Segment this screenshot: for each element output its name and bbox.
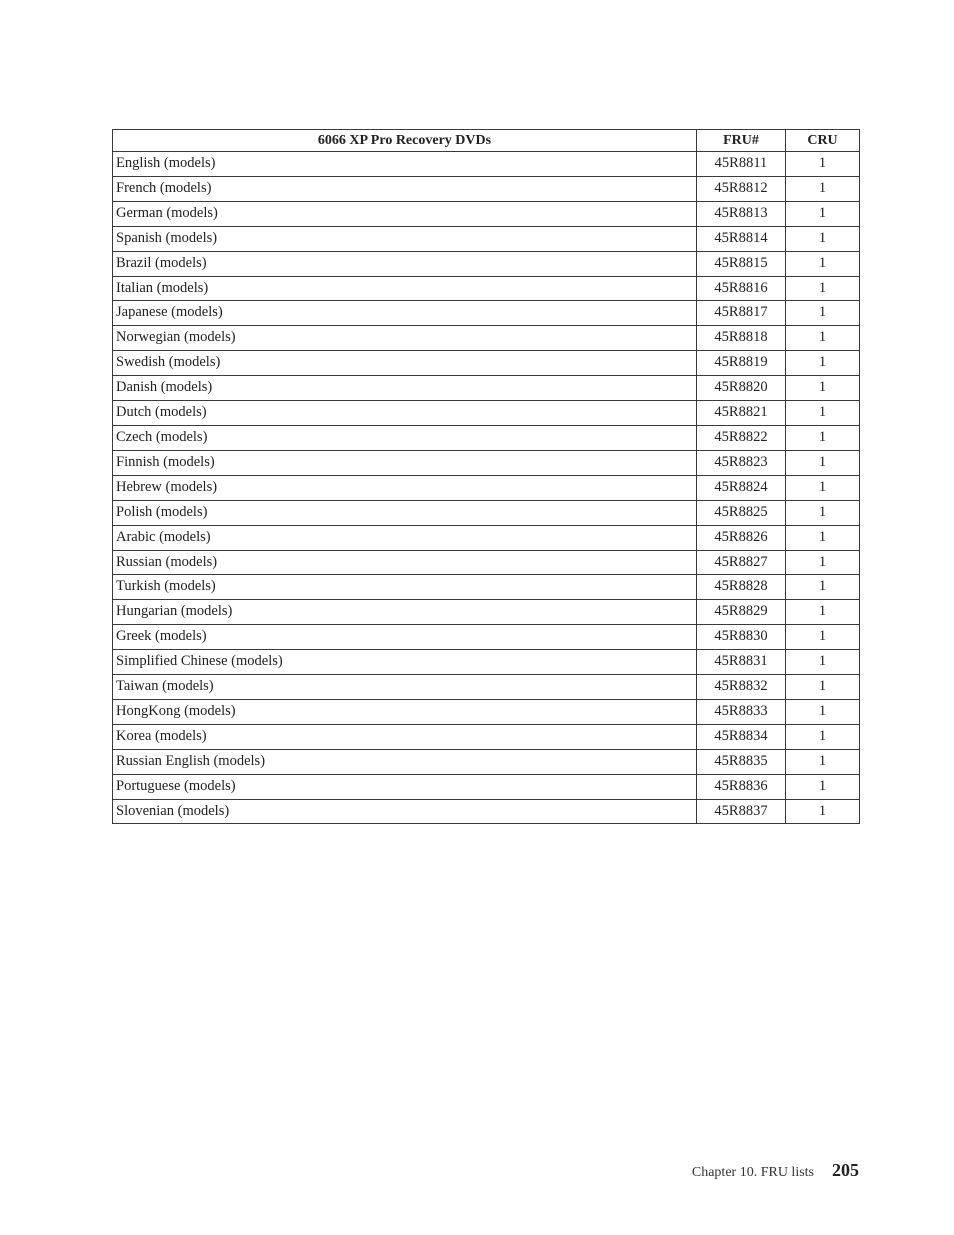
cell-description: Arabic (models) (113, 525, 697, 550)
cell-cru: 1 (786, 575, 860, 600)
cell-cru: 1 (786, 500, 860, 525)
cell-description: Taiwan (models) (113, 675, 697, 700)
cell-cru: 1 (786, 550, 860, 575)
cell-fru: 45R8831 (697, 650, 786, 675)
cell-cru: 1 (786, 226, 860, 251)
cell-fru: 45R8822 (697, 425, 786, 450)
table-row (113, 525, 860, 550)
cell-fru: 45R8825 (697, 500, 786, 525)
cell-description: Simplified Chinese (models) (113, 650, 697, 675)
table-row (113, 176, 860, 201)
cell-fru: 45R8817 (697, 301, 786, 326)
cell-fru: 45R8816 (697, 276, 786, 301)
cell-fru: 45R8815 (697, 251, 786, 276)
cell-fru: 45R8811 (697, 152, 786, 177)
table-row (113, 351, 860, 376)
cell-cru: 1 (786, 251, 860, 276)
cell-description: Spanish (models) (113, 226, 697, 251)
cell-cru: 1 (786, 724, 860, 749)
cell-description: French (models) (113, 176, 697, 201)
table-row (113, 226, 860, 251)
cell-cru: 1 (786, 450, 860, 475)
cell-description: Dutch (models) (113, 401, 697, 426)
cell-cru: 1 (786, 176, 860, 201)
cell-description: Hungarian (models) (113, 600, 697, 625)
cell-description: Portuguese (models) (113, 774, 697, 799)
table-row (113, 625, 860, 650)
cell-description: German (models) (113, 201, 697, 226)
table-row (113, 276, 860, 301)
cell-fru: 45R8813 (697, 201, 786, 226)
cell-fru: 45R8832 (697, 675, 786, 700)
cell-description: Norwegian (models) (113, 326, 697, 351)
cell-description: English (models) (113, 152, 697, 177)
table-row (113, 675, 860, 700)
cell-fru: 45R8837 (697, 799, 786, 824)
table-row (113, 201, 860, 226)
cell-description: Japanese (models) (113, 301, 697, 326)
cell-fru: 45R8812 (697, 176, 786, 201)
page-number: 205 (832, 1160, 859, 1180)
header-row (113, 130, 860, 152)
cell-description: Slovenian (models) (113, 799, 697, 824)
cell-fru: 45R8833 (697, 699, 786, 724)
cell-description: Korea (models) (113, 724, 697, 749)
cell-cru: 1 (786, 799, 860, 824)
cell-description: Hebrew (models) (113, 475, 697, 500)
cell-fru: 45R8818 (697, 326, 786, 351)
cell-fru: 45R8828 (697, 575, 786, 600)
cell-cru: 1 (786, 525, 860, 550)
table-row (113, 301, 860, 326)
table-row (113, 650, 860, 675)
cell-cru: 1 (786, 425, 860, 450)
cell-description: Swedish (models) (113, 351, 697, 376)
cell-fru: 45R8814 (697, 226, 786, 251)
table-row (113, 799, 860, 824)
table-row (113, 326, 860, 351)
cell-cru: 1 (786, 401, 860, 426)
table-header (113, 130, 860, 152)
cell-description: Italian (models) (113, 276, 697, 301)
cell-fru: 45R8830 (697, 625, 786, 650)
cell-description: Brazil (models) (113, 251, 697, 276)
fru-table (112, 129, 860, 824)
cell-description: Turkish (models) (113, 575, 697, 600)
cell-description: Russian (models) (113, 550, 697, 575)
cell-fru: 45R8826 (697, 525, 786, 550)
cell-cru: 1 (786, 301, 860, 326)
cell-fru: 45R8829 (697, 600, 786, 625)
cell-description: Polish (models) (113, 500, 697, 525)
cell-cru: 1 (786, 475, 860, 500)
cell-cru: 1 (786, 152, 860, 177)
table-row (113, 475, 860, 500)
cell-cru: 1 (786, 326, 860, 351)
table-body (113, 152, 860, 824)
cell-fru: 45R8821 (697, 401, 786, 426)
cell-cru: 1 (786, 675, 860, 700)
table-row (113, 749, 860, 774)
cell-cru: 1 (786, 376, 860, 401)
cell-fru: 45R8835 (697, 749, 786, 774)
cell-cru: 1 (786, 600, 860, 625)
table-row (113, 500, 860, 525)
cell-cru: 1 (786, 625, 860, 650)
cell-cru: 1 (786, 749, 860, 774)
cell-cru: 1 (786, 774, 860, 799)
cell-fru: 45R8819 (697, 351, 786, 376)
cell-fru: 45R8834 (697, 724, 786, 749)
table-row (113, 425, 860, 450)
cell-description: Czech (models) (113, 425, 697, 450)
table-row (113, 450, 860, 475)
cell-description: Finnish (models) (113, 450, 697, 475)
cell-description: HongKong (models) (113, 699, 697, 724)
cell-fru: 45R8820 (697, 376, 786, 401)
table-row (113, 376, 860, 401)
cell-fru: 45R8836 (697, 774, 786, 799)
table-row (113, 699, 860, 724)
cell-fru: 45R8824 (697, 475, 786, 500)
table-row (113, 724, 860, 749)
cell-fru: 45R8827 (697, 550, 786, 575)
table-row (113, 251, 860, 276)
cell-cru: 1 (786, 351, 860, 376)
cell-cru: 1 (786, 650, 860, 675)
header-cru: CRU (786, 130, 860, 152)
header-description: 6066 XP Pro Recovery DVDs (113, 130, 697, 152)
table-row (113, 152, 860, 177)
page-footer (692, 1160, 859, 1181)
cell-description: Russian English (models) (113, 749, 697, 774)
cell-fru: 45R8823 (697, 450, 786, 475)
table-row (113, 575, 860, 600)
cell-description: Greek (models) (113, 625, 697, 650)
table-row (113, 550, 860, 575)
header-fru: FRU# (697, 130, 786, 152)
cell-description: Danish (models) (113, 376, 697, 401)
table-row (113, 600, 860, 625)
cell-cru: 1 (786, 201, 860, 226)
cell-cru: 1 (786, 699, 860, 724)
cell-cru: 1 (786, 276, 860, 301)
table-row (113, 401, 860, 426)
chapter-label: Chapter 10. FRU lists (691, 1165, 814, 1180)
table-row (113, 774, 860, 799)
